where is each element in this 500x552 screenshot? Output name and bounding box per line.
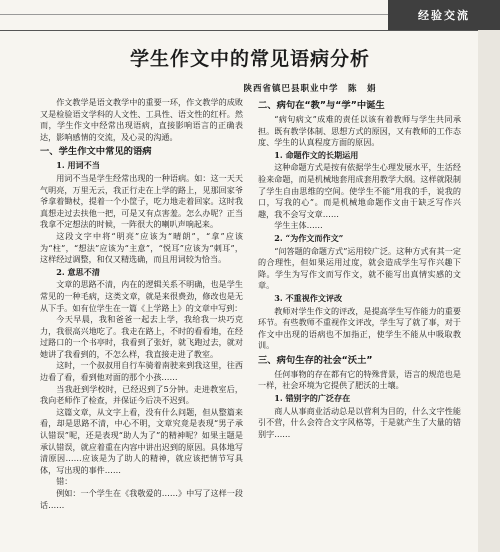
paragraph: 商人从事商业活动总是以营利为目的，什么文字性能引不营，什么会符合文字风格等，于是就产生了大量的错别字……	[258, 405, 461, 439]
paragraph: 教师对学生作文的评改，是提高学生写作能力的重要环节。有些教师不重视作文评改，学生写了就了事，对于作文中出现的语病也不加指正，使学生不能从中吸取教训。	[258, 305, 461, 351]
paragraph: 当我赶到学校时，已经迟到了5分钟。走进教室后，我向老师作了检查，并保证今后决不迟到。	[40, 383, 243, 406]
paragraph: 用词不当是学生经常出现的一种语病。如：这一天天气明亮，万里无云，我正行走在上学的路上，见那回家爷爷拿着锄杖，提着一个小筐子，吃力地走着回家。这时我真想走过去扶他一把，可是又有点害羞。怎么办呢？正当我拿不定想法的时候，一阵很大的喇叭声响起来。	[40, 172, 243, 230]
sub-heading: 3. 不重视作文评改	[274, 292, 343, 303]
article-title: 学生作文中的常见语病分析	[129, 48, 370, 70]
sub-heading: 1. 命题作文的长期运用	[274, 149, 359, 160]
paragraph: “病句病文”成难的责任以该有着教师与学生共同承担。既有教学体制、思想方式的原因，又有教师的工作态度、学生的认真程度方面的原因。	[258, 114, 461, 148]
paragraph: 错：	[56, 476, 73, 487]
page-margin-strip	[478, 30, 500, 552]
sub-heading: 2. 意思不清	[56, 266, 100, 277]
section-heading: 三、病句生存的社会“沃土”	[258, 354, 373, 366]
header-rule	[0, 14, 388, 15]
section-heading: 二、病句在“教”与“学”中诞生	[258, 100, 385, 111]
header-band	[0, 0, 500, 31]
paragraph: 这种命题方式是按有依据学生心理发展水平，生活经验来命题，而是机械地套用成套用教学大纲。这样就限制了学生自由思维的空间。使学生不能“用我的手，说我的口，写我的心”。而是机械地命题作文由于缺乏写作兴趣，我不会写文章……	[258, 162, 461, 219]
paragraph: 作文教学是语文教学中的重要一环，作文教学的成败又是检验语文学科的人文性、工具性、语文性的红杆。然而，学生作文中经常出现语病，直接影响语言的正确表达，影响感情的交流，及心灵的沟通。	[40, 97, 243, 142]
paragraph: 这篇文章，从文字上看，没有什么问题，但从整篇来看，却是思路不清，中心不明，文章究竟是表现“男子承认错误”呢，还是表现“助人为了”的精神呢？如果主题是承认错误，就应着重在内容中讲出迟到的原因。具体地写清原因……应该是为了助人的精神，就应该把情节写具体，写出现的事件……	[40, 406, 243, 475]
paragraph: 今天早晨，我和爸爸一起去上学，我给我一块巧克力，我很高兴地吃了。我走在路上，不时的看看地，在经过路口的一个书亭时，我看到了张好，就飞跑过去，就对她讲了我看到的，不怎么样，我直接走进了教室。	[40, 314, 243, 359]
right-column	[258, 97, 461, 552]
paragraph: 这段文字中将“明亮”应该为“晴朗”，“拿”应该为“柱”，“想法”应该为“主意”，“悦耳”应该为“刺耳”，这样经过调整，和仅又精选确，而且用词较为恰当。	[40, 230, 243, 265]
sub-heading: 1. 用词不当	[56, 160, 100, 171]
section-heading: 一、学生作文中常见的语病	[40, 146, 152, 158]
paragraph: 任何事物的存在都有它的特殊背景，语言的规范也是一样，社会环境为它提供了肥沃的土壤。	[258, 368, 461, 391]
paragraph: 这时，一个叔叔用自行车骑着南驶来到我这里，往西边看了看，看到他对面的那个小孩……	[40, 360, 243, 383]
sub-heading: 2. “为作文而作文”	[274, 232, 344, 243]
paragraph: 例如：一个学生在《我敬爱的……》中写了这样一段话……	[40, 488, 243, 510]
paragraph: “问答题的命题方式”运用较广泛。这种方式有其一定的合理性，但如果运用过度，就会造成学生写作兴趣下降。学生为写作文而写作文，就不能写出真情实感的文章。	[258, 245, 461, 291]
left-column	[40, 97, 243, 552]
paragraph: 文章的思路不清，内在的逻辑关系不明确，也是学生常见的一种毛病，这类文章，就是来很费劲，修改也是无从下手。如有位学生在一篇《上学路上》的文章中写到：	[40, 279, 243, 313]
article-byline: 陕西省镇巴县职业中学 陈 娟	[243, 84, 377, 94]
sub-heading: 1. 错别字的广泛存在	[274, 393, 351, 404]
paragraph: 学生主体……	[274, 220, 323, 231]
section-tag: 经验交流	[388, 0, 500, 30]
